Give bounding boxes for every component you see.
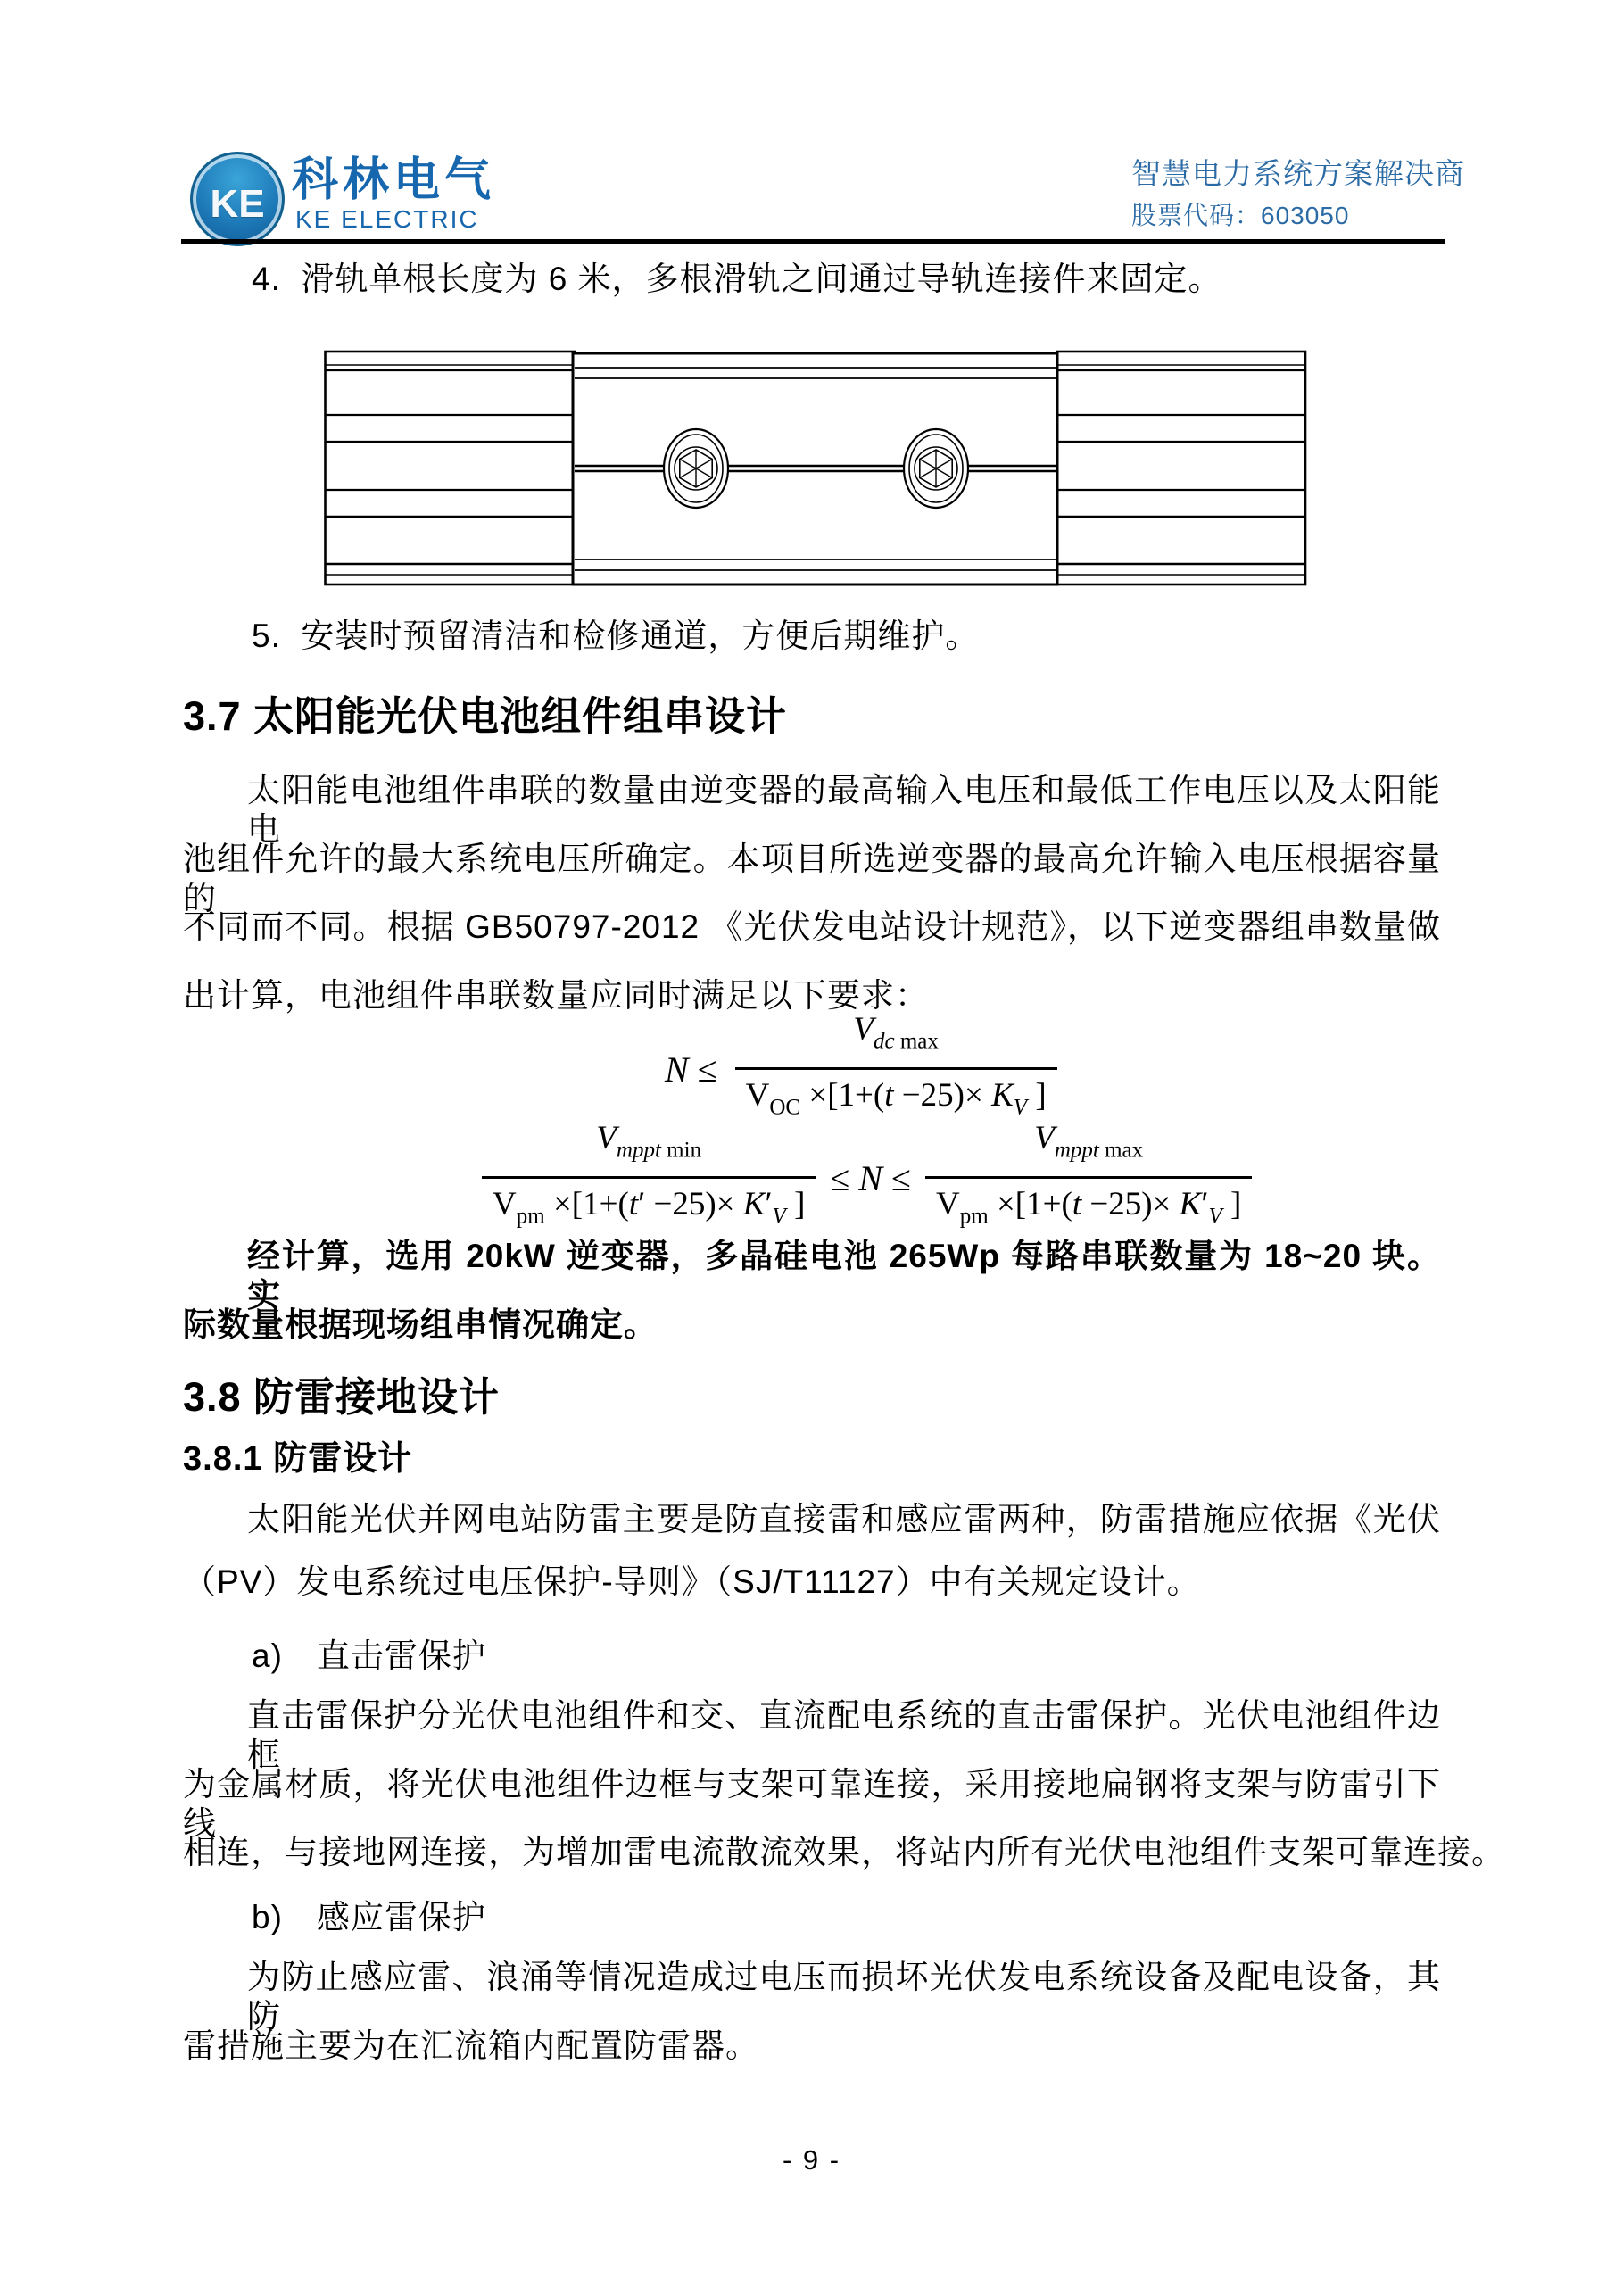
rail-connector-figure xyxy=(324,350,1307,587)
header-rule xyxy=(181,239,1445,244)
paragraph-a-line-1: 直击雷保护分光伏电池组件和交、直流配电系统的直击雷保护。光伏电池组件边框 xyxy=(247,1697,1441,1773)
paragraph-a-line-3: 相连，与接地网连接，为增加雷电流散流效果，将站内所有光伏电池组件支架可靠连接。 xyxy=(183,1834,1505,1870)
paragraph-3-7-line-2: 池组件允许的最大系统电压所确定。本项目所选逆变器的最高允许输入电压根据容量的 xyxy=(183,841,1441,916)
list-item-a: a) 直击雷保护 xyxy=(252,1637,486,1674)
conclusion-line-1: 经计算，选用 20kW 逆变器，多晶硅电池 265Wp 每路串联数量为 18~20 块。实 xyxy=(247,1238,1441,1314)
formula2-right-fraction xyxy=(925,1119,1252,1237)
header-stock-code: 股票代码：603050 xyxy=(1131,202,1350,229)
company-logo-icon xyxy=(190,152,285,246)
logo-badge-text: KE xyxy=(210,182,265,226)
formula-series-count-max xyxy=(665,1010,1057,1128)
paragraph-3-8-line-2: （PV）发电系统过电压保护-导则》（SJ/T11127）中有关规定设计。 xyxy=(183,1563,1201,1600)
formula1-denominator: $V_{OC} \times[1+(t -25)\times K_V$ ] xyxy=(735,1067,1057,1129)
formula2-right-numerator: $V_{mppt}$ $_{max}$ xyxy=(1034,1120,1144,1163)
paragraph-b-line-1: 为防止感应雷、浪涌等情况造成过电压而损坏光伏发电系统设备及配电设备，其防 xyxy=(247,1959,1441,2035)
list-item-4: 4. 滑轨单根长度为 6 米，多根滑轨之间通过导轨连接件来固定。 xyxy=(252,261,1222,297)
formula2-left-fraction xyxy=(482,1119,816,1237)
paragraph-b-line-2: 雷措施主要为在汇流箱内配置防雷器。 xyxy=(183,2027,759,2064)
formula1-numerator: $V_{dc}$ $_{max}$ xyxy=(853,1011,939,1054)
formula1-fraction xyxy=(735,1010,1057,1128)
formula2-left-denominator: $V_{pm} \times[1+(t' -25)\times K'_V$ ] xyxy=(482,1176,816,1238)
conclusion-line-2: 际数量根据现场组串情况确定。 xyxy=(183,1306,658,1343)
paragraph-3-7-line-3: 不同而不同。根据 GB50797-2012 《光伏发电站设计规范》，以下逆变器组串数量做 xyxy=(183,908,1441,945)
header-right-block xyxy=(1131,157,1465,230)
formula2-left-numerator: $V_{mppt}$ $_{min}$ xyxy=(596,1120,702,1163)
paragraph-3-7-line-4: 出计算，电池组件串联数量应同时满足以下要求： xyxy=(183,977,929,1014)
formula2-right-denominator: $V_{pm} \times[1+(t -25)\times K'_V$ ] xyxy=(925,1176,1252,1238)
list-item-b: b) 感应雷保护 xyxy=(252,1899,486,1935)
list-item-5: 5. 安装时预留清洁和检修通道，方便后期维护。 xyxy=(252,618,980,654)
paragraph-3-8-line-1: 太阳能光伏并网电站防雷主要是防直接雷和感应雷两种，防雷措施应依据《光伏 xyxy=(247,1501,1441,1538)
company-name-en: KE ELECTRIC xyxy=(295,205,479,233)
section-heading-3-7: 3.7 太阳能光伏电池组件组串设计 xyxy=(183,693,788,739)
formula1-lhs: N ≤ xyxy=(665,1049,726,1090)
page-number: - 9 - xyxy=(782,2144,841,2176)
paragraph-3-7-line-1: 太阳能电池组件串联的数量由逆变器的最高输入电压和最低工作电压以及太阳能电 xyxy=(247,772,1441,848)
formula2-middle: ≤ N ≤ xyxy=(830,1157,911,1198)
formula-series-count-range xyxy=(482,1119,1252,1237)
paragraph-a-line-2: 为金属材质，将光伏电池组件边框与支架可靠连接，采用接地扁钢将支架与防雷引下线 xyxy=(183,1766,1441,1842)
company-name-cn: 科林电气 xyxy=(292,154,496,206)
section-heading-3-8-1: 3.8.1 防雷设计 xyxy=(183,1440,413,1478)
header-tagline: 智慧电力系统方案解决商 xyxy=(1131,157,1465,190)
section-heading-3-8: 3.8 防雷接地设计 xyxy=(183,1374,501,1420)
